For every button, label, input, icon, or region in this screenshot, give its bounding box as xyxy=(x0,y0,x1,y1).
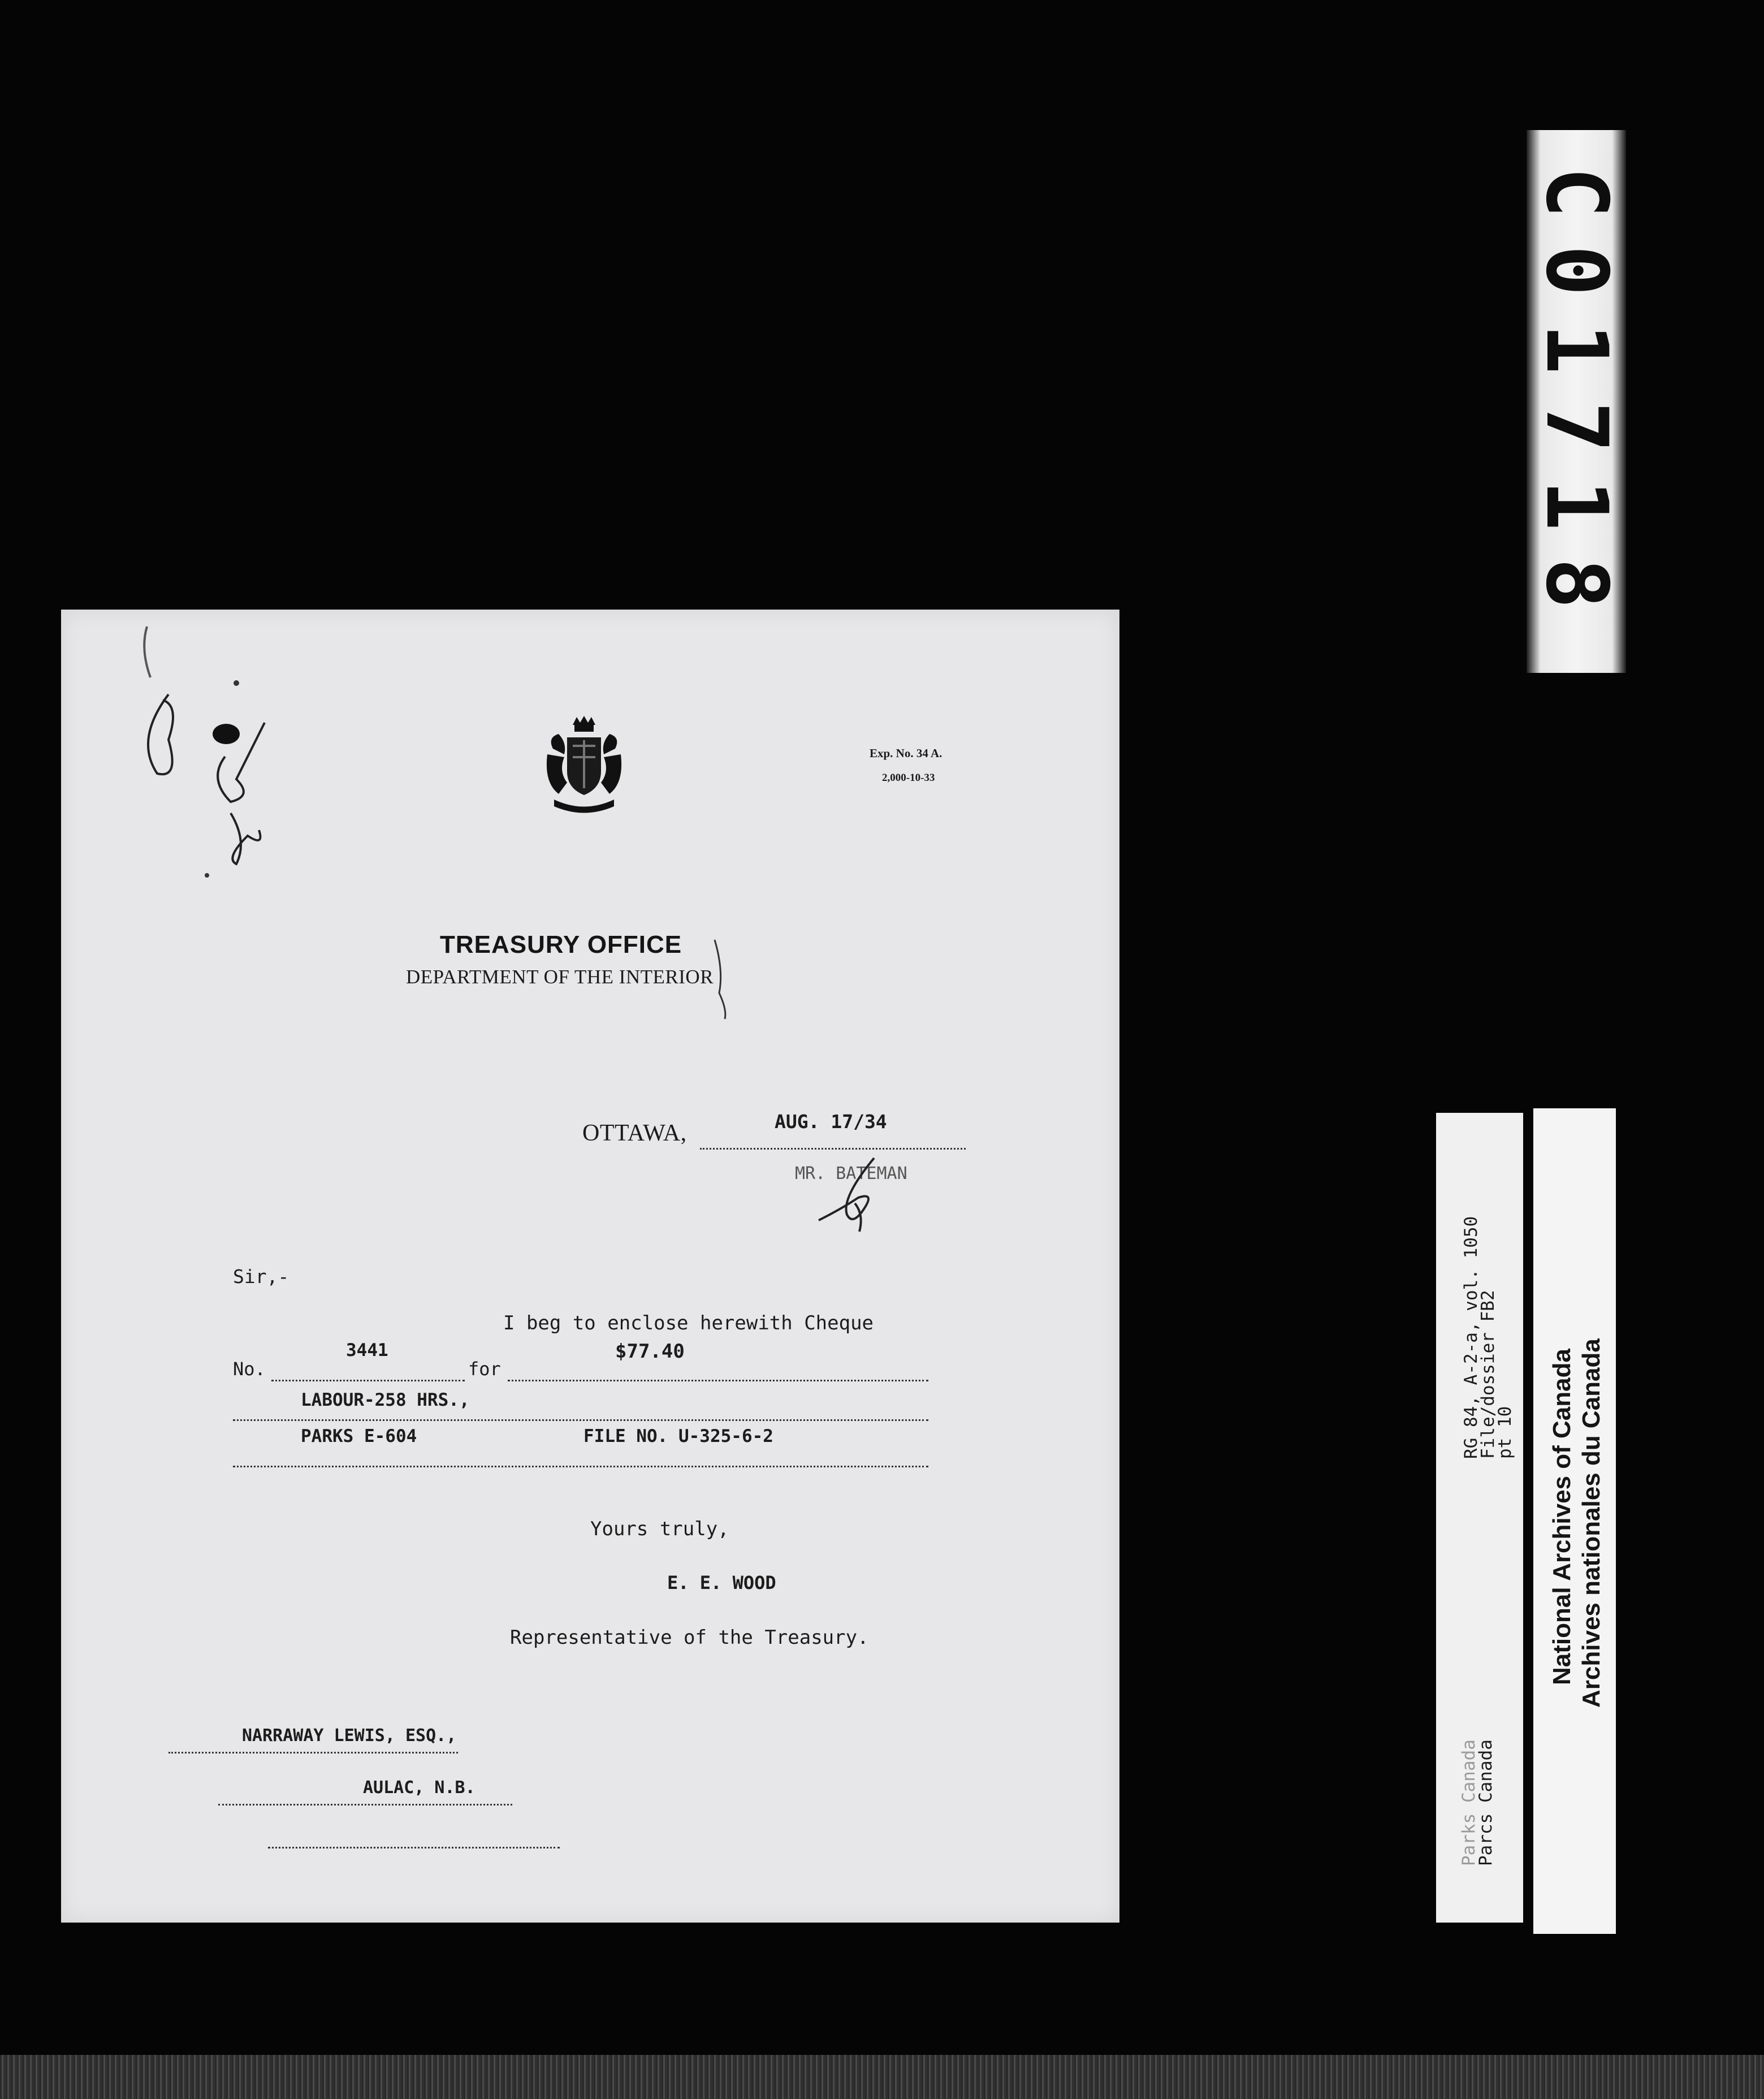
archive-reference-line-2: File/dossier FB2 xyxy=(1478,1290,1498,1459)
letter-date: AUG. 17/34 xyxy=(775,1111,887,1133)
cheque-amount: $77.40 xyxy=(615,1340,685,1363)
signer-name: E. E. WOOD xyxy=(667,1572,776,1593)
cheque-number: 3441 xyxy=(346,1340,388,1361)
cheque-number-line xyxy=(271,1380,465,1381)
closing: Yours truly, xyxy=(590,1518,729,1540)
coat-of-arms-icon xyxy=(542,715,626,817)
handwritten-initials xyxy=(807,1152,892,1237)
recipient-rule-3 xyxy=(268,1847,560,1848)
purpose-line-1: LABOUR-258 HRS., xyxy=(301,1390,470,1410)
date-line xyxy=(700,1148,966,1150)
handwritten-annotation xyxy=(95,610,299,904)
print-code: 2,000-10-33 xyxy=(882,772,935,784)
agency-name-en: Parks Canada xyxy=(1459,1739,1479,1866)
purpose-rule-2 xyxy=(233,1466,928,1467)
city-label: OTTAWA, xyxy=(582,1120,687,1146)
purpose-line-2-file: FILE NO. U-325-6-2 xyxy=(583,1426,773,1446)
film-edge-band xyxy=(0,2055,1764,2099)
intro-text: I beg to enclose herewith Cheque xyxy=(503,1312,874,1334)
amount-line xyxy=(508,1380,928,1381)
letterhead-title: TREASURY OFFICE xyxy=(440,931,682,958)
reel-number: C01718 xyxy=(1527,167,1625,636)
reel-number-container xyxy=(1527,130,1626,673)
cheque-number-label: No. xyxy=(233,1358,266,1380)
attention-stamp: MR. BATEMAN xyxy=(795,1164,907,1184)
purpose-rule-1 xyxy=(233,1419,928,1421)
recipient-rule-1 xyxy=(168,1752,458,1754)
archive-reference-line-3: pt 10 xyxy=(1495,1406,1515,1459)
amount-label: for xyxy=(468,1358,501,1380)
salutation: Sir,- xyxy=(233,1266,289,1288)
archives-name-en: National Archives of Canada xyxy=(1548,1349,1576,1685)
archives-name-fr: Archives nationales du Canada xyxy=(1577,1338,1605,1708)
letterhead-department: DEPARTMENT OF THE INTERIOR xyxy=(406,966,714,988)
form-number: Exp. No. 34 A. xyxy=(870,746,942,760)
handwritten-bracket xyxy=(711,936,734,1021)
recipient-place: AULAC, N.B. xyxy=(363,1778,475,1798)
recipient-name: NARRAWAY LEWIS, ESQ., xyxy=(242,1726,457,1746)
agency-name-fr: Parcs Canada xyxy=(1476,1739,1496,1866)
recipient-rule-2 xyxy=(218,1804,512,1806)
purpose-line-2-parks: PARKS E-604 xyxy=(301,1426,417,1446)
archive-reference-line-1: RG 84, A-2-a, vol. 1050 xyxy=(1461,1216,1481,1459)
signer-title: Representative of the Treasury. xyxy=(510,1626,869,1649)
letter-page xyxy=(61,610,1119,1923)
